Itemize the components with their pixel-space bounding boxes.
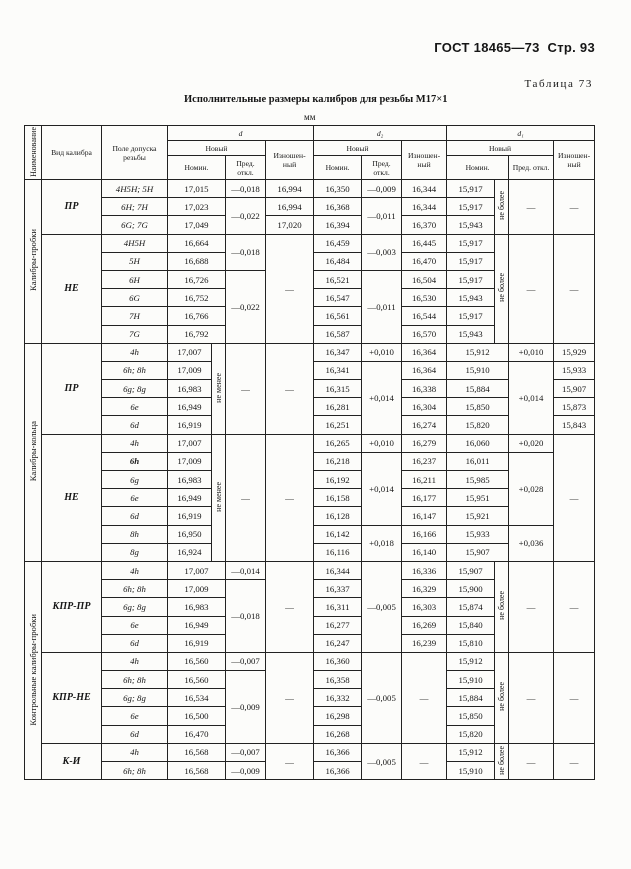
page-number: Стр. 93 [547,40,595,55]
group-label: Калибры-кольца [25,343,42,561]
table-row [25,561,595,579]
d2-worn: 16,336 [402,561,447,579]
d1-deviation: +0,010 [509,343,554,361]
header-d1-dev: Пред. откл. [509,156,554,180]
header-d: d [168,126,314,141]
header-d-worn: Изношен-ный [266,141,314,180]
table-row [25,343,595,361]
d2-nominal: 16,315 [314,380,362,398]
d-deviation: —0,007 [226,652,266,670]
d2-nominal: 16,368 [314,198,362,216]
tolerance-cell: 6d [102,416,168,434]
d2-nominal: 16,277 [314,616,362,634]
d2-worn: 16,177 [402,489,447,507]
gauge-type: К-И [42,743,102,779]
header-d2-nominal: Номин. [314,156,362,180]
d-worn: — [266,561,314,652]
d1-nominal: 15,912 [447,652,495,670]
d-nominal: 16,919 [168,507,212,525]
d2-worn: 16,269 [402,616,447,634]
d1-nominal: 16,060 [447,434,509,452]
d1-worn: — [554,743,595,779]
d-nominal: 16,568 [168,762,226,780]
d2-nominal: 16,561 [314,307,362,325]
tolerance-cell: 7G [102,325,168,343]
d2-worn: 16,304 [402,398,447,416]
d-nominal: 16,924 [168,543,212,561]
header-d1-worn: Изношен-ный [554,141,595,180]
header-d2-worn: Изношен-ный [402,141,447,180]
d-nominal: 16,949 [168,489,212,507]
d2-worn: 16,570 [402,325,447,343]
d2-nominal: 16,347 [314,343,362,361]
d-nominal: 16,500 [168,707,226,725]
d1-deviation: — [509,652,554,743]
d-worn: 17,020 [266,216,314,234]
d1-deviation: — [509,180,554,235]
d-nominal: 17,023 [168,198,226,216]
d1-nominal: 15,917 [447,307,495,325]
d2-nominal: 16,366 [314,762,362,780]
d2-deviation: +0,010 [362,434,402,452]
d1-nominal: 15,985 [447,471,509,489]
d1-nominal: 15,917 [447,198,495,216]
d-nominal: 16,568 [168,743,226,761]
d-nominal: 17,049 [168,216,226,234]
d1-nominal: 15,884 [447,380,509,398]
d1-nominal: 15,910 [447,361,509,379]
tolerance-cell: 6e [102,489,168,507]
header-type: Вид калибра [42,126,102,180]
header-name: Наименование [25,126,42,180]
d-nominal: 16,688 [168,252,226,270]
d1-nominal: 15,917 [447,180,495,198]
d2-deviation: +0,010 [362,343,402,361]
gauge-type: КПР-НЕ [42,652,102,743]
d2-nominal: 16,332 [314,689,362,707]
d1-nominal: 15,850 [447,398,509,416]
d1-nominal: 15,874 [447,598,495,616]
d2-worn: — [402,743,447,779]
d1-nominal: 16,011 [447,452,509,470]
tolerance-cell: 4H5H [102,234,168,252]
d1-deviation: +0,020 [509,434,554,452]
d2-worn: 16,166 [402,525,447,543]
d-deviation: —0,009 [226,762,266,780]
d1-deviation: +0,014 [509,361,554,434]
d2-nominal: 16,344 [314,561,362,579]
d-nominal: 17,009 [168,361,212,379]
header-d1: d₁ [447,126,595,141]
d-nominal: 16,766 [168,307,226,325]
table-row [25,234,595,252]
gauge-type: ПР [42,180,102,235]
tolerance-cell: 6h; 8h [102,671,168,689]
d2-worn: 16,237 [402,452,447,470]
gauge-type: НЕ [42,434,102,561]
d1-nominal: 15,900 [447,580,495,598]
d2-worn: 16,338 [402,380,447,398]
d1-nominal: 15,884 [447,689,495,707]
tolerance-cell: 6G [102,289,168,307]
d2-worn: 16,329 [402,580,447,598]
gauge-type: НЕ [42,234,102,343]
d2-worn: 16,274 [402,416,447,434]
d2-nominal: 16,358 [314,671,362,689]
d2-nominal: 16,350 [314,180,362,198]
d2-nominal: 16,218 [314,452,362,470]
d-deviation: —0,018 [226,234,266,270]
d-nominal: 16,470 [168,725,226,743]
tolerance-cell: 4H5H; 5H [102,180,168,198]
header-d1-nominal: Номин. [447,156,509,180]
d1-note: не более [495,180,509,235]
d-nominal: 17,009 [168,452,212,470]
table-row [25,434,595,452]
d2-worn: 16,530 [402,289,447,307]
d1-nominal: 15,921 [447,507,509,525]
d-nominal: 16,560 [168,671,226,689]
table-title: Исполнительные размеры калибров для резьбы М17×1 [184,94,448,105]
tolerance-cell: 6d [102,725,168,743]
tolerance-cell: 6H; 7H [102,198,168,216]
d1-nominal: 15,820 [447,725,495,743]
d1-worn: 15,907 [554,380,595,398]
gauge-type: ПР [42,343,102,434]
d1-nominal: 15,951 [447,489,509,507]
d2-worn: 16,364 [402,343,447,361]
d1-deviation: +0,036 [509,525,554,561]
d2-nominal: 16,484 [314,252,362,270]
tolerance-cell: 8h [102,525,168,543]
d-nominal: 16,664 [168,234,226,252]
d2-nominal: 16,337 [314,580,362,598]
d2-deviation: —0,005 [362,561,402,652]
d1-nominal: 15,820 [447,416,509,434]
d-deviation: —0,014 [226,561,266,579]
d1-nominal: 15,912 [447,343,509,361]
d1-note: не более [495,743,509,779]
tolerance-cell: 4h [102,561,168,579]
header-tolerance: Поле допуска резьбы [102,126,168,180]
d-nominal: 16,919 [168,634,226,652]
d1-worn: 15,929 [554,343,595,361]
d1-nominal: 15,933 [447,525,509,543]
d-nominal: 16,726 [168,270,226,288]
tolerance-cell: 4h [102,343,168,361]
header-d2-dev: Пред. откл. [362,156,402,180]
d-note: не менее [212,434,226,561]
table-row [25,652,595,670]
d1-nominal: 15,810 [447,634,495,652]
d-deviation: —0,018 [226,180,266,198]
d2-nominal: 16,116 [314,543,362,561]
tolerance-cell: 8g [102,543,168,561]
d1-note: не более [495,652,509,743]
d1-deviation: +0,028 [509,452,554,525]
gauge-type: КПР-ПР [42,561,102,652]
d2-worn: 16,239 [402,634,447,652]
d2-worn: 16,544 [402,307,447,325]
d1-worn: — [554,652,595,743]
d2-nominal: 16,521 [314,270,362,288]
d2-worn: 16,279 [402,434,447,452]
table-row [25,743,595,761]
d-deviation: —0,007 [226,743,266,761]
tolerance-cell: 6g; 8g [102,689,168,707]
header-d1-new: Новый [447,141,554,156]
d2-worn: — [402,652,447,743]
d1-worn: — [554,180,595,235]
d1-nominal: 15,917 [447,234,495,252]
standard-number: ГОСТ 18465—73 [434,40,540,55]
d2-worn: 16,470 [402,252,447,270]
d2-deviation: —0,005 [362,652,402,743]
d-nominal: 17,007 [168,434,212,452]
d1-nominal: 15,850 [447,707,495,725]
d-nominal: 16,534 [168,689,226,707]
d1-worn: — [554,434,595,561]
d1-deviation: — [509,234,554,343]
d2-worn: 16,211 [402,471,447,489]
d2-worn: 16,147 [402,507,447,525]
d-deviation: — [226,343,266,434]
d1-nominal: 15,910 [447,671,495,689]
tolerance-cell: 4h [102,743,168,761]
d2-nominal: 16,128 [314,507,362,525]
d2-nominal: 16,142 [314,525,362,543]
d-worn: — [266,234,314,343]
d-nominal: 16,983 [168,598,226,616]
d1-deviation: — [509,561,554,652]
d2-nominal: 16,298 [314,707,362,725]
header-d-nominal: Номин. [168,156,226,180]
d2-nominal: 16,547 [314,289,362,307]
d2-nominal: 16,265 [314,434,362,452]
d2-nominal: 16,192 [314,471,362,489]
d2-worn: 16,140 [402,543,447,561]
d2-nominal: 16,459 [314,234,362,252]
tolerance-cell: 6G; 7G [102,216,168,234]
d1-worn: 15,933 [554,361,595,379]
tolerance-cell: 6h; 8h [102,361,168,379]
d-deviation: —0,018 [226,580,266,653]
d1-worn: 15,873 [554,398,595,416]
tolerance-cell: 6h [102,452,168,470]
tolerance-cell: 6g [102,471,168,489]
d2-nominal: 16,281 [314,398,362,416]
d1-nominal: 15,910 [447,762,495,780]
d2-deviation: +0,014 [362,452,402,525]
d2-deviation: —0,011 [362,198,402,234]
d2-deviation: —0,009 [362,180,402,198]
d-worn: — [266,743,314,779]
d1-nominal: 15,840 [447,616,495,634]
d-nominal: 16,983 [168,380,212,398]
tolerance-cell: 6e [102,398,168,416]
d-deviation: —0,022 [226,270,266,343]
d2-worn: 16,344 [402,180,447,198]
d1-note: не более [495,561,509,652]
d1-nominal: 15,917 [447,270,495,288]
d-note: не менее [212,343,226,434]
d-deviation: —0,009 [226,671,266,744]
d1-worn: — [554,561,595,652]
d1-nominal: 15,907 [447,543,509,561]
tolerance-cell: 7H [102,307,168,325]
d2-nominal: 16,394 [314,216,362,234]
tolerance-cell: 6g; 8g [102,598,168,616]
d-nominal: 16,949 [168,398,212,416]
group-label: Калибры-пробки [25,180,42,344]
tolerance-cell: 6H [102,270,168,288]
d1-nominal: 15,907 [447,561,495,579]
group-label: Контрольные калибры-пробки [25,561,42,779]
d2-deviation: —0,005 [362,743,402,779]
d-nominal: 17,007 [168,343,212,361]
tolerance-cell: 6g; 8g [102,380,168,398]
d2-nominal: 16,251 [314,416,362,434]
d-worn: — [266,652,314,743]
d1-nominal: 15,917 [447,252,495,270]
d2-deviation: +0,014 [362,361,402,434]
d-nominal: 17,015 [168,180,226,198]
d2-nominal: 16,366 [314,743,362,761]
d-worn: 16,994 [266,198,314,216]
d2-nominal: 16,311 [314,598,362,616]
d-nominal: 16,560 [168,652,226,670]
tolerance-cell: 5H [102,252,168,270]
d-worn: — [266,343,314,434]
tolerance-cell: 6e [102,707,168,725]
d1-nominal: 15,943 [447,289,495,307]
table-number: Таблица 73 [524,78,593,90]
dimensions-table [24,125,595,780]
d-nominal: 16,752 [168,289,226,307]
d1-nominal: 15,912 [447,743,495,761]
d1-note: не более [495,234,509,343]
d1-nominal: 15,943 [447,325,495,343]
d2-nominal: 16,341 [314,361,362,379]
table-row [25,180,595,198]
d-deviation: —0,022 [226,198,266,234]
d2-nominal: 16,158 [314,489,362,507]
tolerance-cell: 4h [102,652,168,670]
d-deviation: — [226,434,266,561]
d2-worn: 16,370 [402,216,447,234]
d-nominal: 16,983 [168,471,212,489]
d-nominal: 16,949 [168,616,226,634]
tolerance-cell: 6e [102,616,168,634]
d2-worn: 16,364 [402,361,447,379]
d-nominal: 17,009 [168,580,226,598]
d1-deviation: — [509,743,554,779]
header-d-new: Новый [168,141,266,156]
tolerance-cell: 6h; 8h [102,580,168,598]
d2-deviation: —0,011 [362,270,402,343]
d-nominal: 16,792 [168,325,226,343]
d1-nominal: 15,943 [447,216,495,234]
tolerance-cell: 6d [102,507,168,525]
d2-nominal: 16,247 [314,634,362,652]
d2-nominal: 16,360 [314,652,362,670]
page-header [434,40,595,55]
tolerance-cell: 4h [102,434,168,452]
header-d2-new: Новый [314,141,402,156]
d2-nominal: 16,268 [314,725,362,743]
d-nominal: 17,007 [168,561,226,579]
unit-label: мм [304,112,316,122]
d2-deviation: —0,003 [362,234,402,270]
d2-worn: 16,445 [402,234,447,252]
d-nominal: 16,919 [168,416,212,434]
d1-worn: 15,843 [554,416,595,434]
d-worn: — [266,434,314,561]
d2-worn: 16,303 [402,598,447,616]
d2-deviation: +0,018 [362,525,402,561]
d2-worn: 16,344 [402,198,447,216]
header-d2: d₂ [314,126,447,141]
d1-worn: — [554,234,595,343]
d2-worn: 16,504 [402,270,447,288]
header-d-dev: Пред. откл. [226,156,266,180]
tolerance-cell: 6d [102,634,168,652]
d-worn: 16,994 [266,180,314,198]
d-nominal: 16,950 [168,525,212,543]
d2-nominal: 16,587 [314,325,362,343]
tolerance-cell: 6h; 8h [102,762,168,780]
